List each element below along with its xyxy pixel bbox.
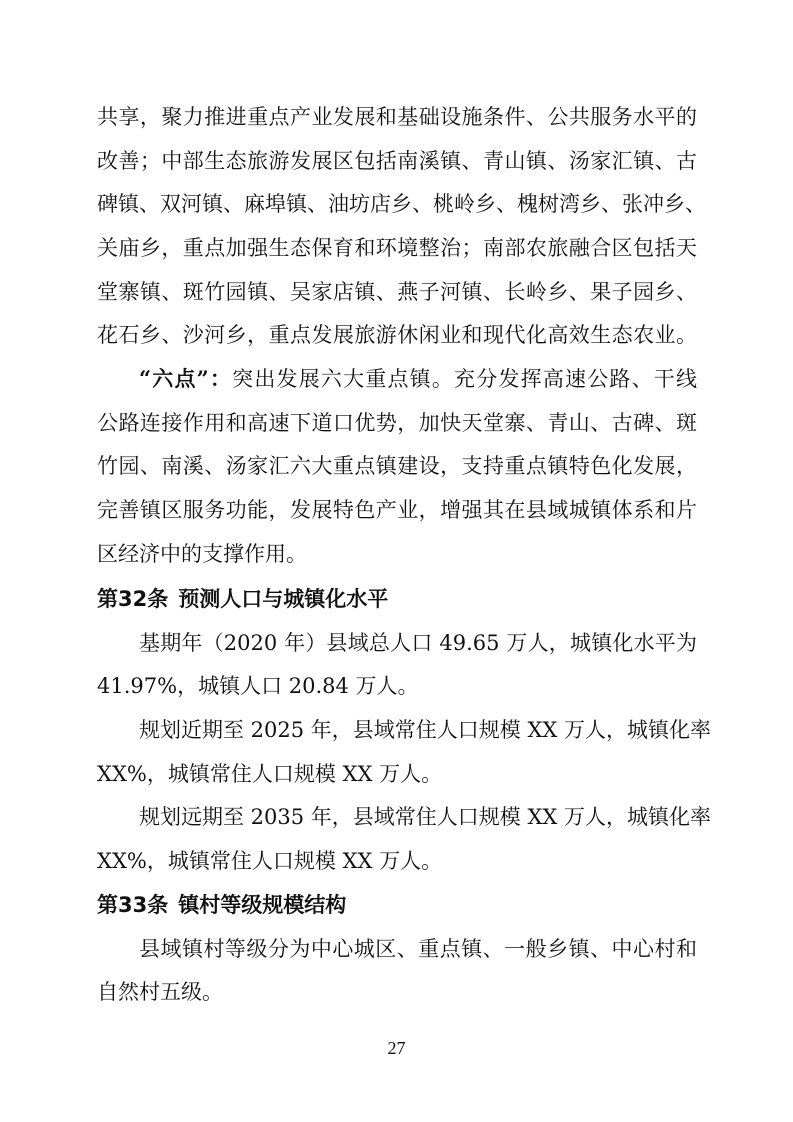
section-number: 第33条 — [97, 893, 169, 917]
paragraph-first-line — [139, 364, 697, 394]
paragraph-line: 基期年（2020 年）县域总人口 49.65 万人，城镇化水平为 — [139, 631, 697, 655]
paragraph-line: XX%，城镇常住人口规模 XX 万人。 — [97, 762, 443, 786]
paragraph-line: XX%，城镇常住人口规模 XX 万人。 — [97, 849, 443, 873]
paragraph-line: 关庙乡，重点加强生态保育和环境整治；南部农旅融合区包括天 — [97, 236, 697, 260]
paragraph-line: 规划近期至 2025 年，县域常住人口规模 XX 万人，城镇化率 — [139, 718, 712, 742]
section-number: 第32条 — [97, 587, 169, 611]
six-points-lead: “六点”： — [139, 366, 233, 391]
paragraph-line: 县域镇村等级分为中心城区、重点镇、一般乡镇、中心村和 — [139, 937, 697, 961]
paragraph-line: 共享，聚力推进重点产业发展和基础设施条件、公共服务水平的 — [97, 105, 697, 129]
paragraph-line: 堂寨镇、斑竹园镇、吴家店镇、燕子河镇、长岭乡、果子园乡、 — [97, 280, 697, 304]
paragraph-line: 碑镇、双河镇、麻埠镇、油坊店乡、桃岭乡、槐树湾乡、张冲乡、 — [97, 192, 706, 216]
paragraph-line: 完善镇区服务功能，发展特色产业，增强其在县域城镇体系和片 — [97, 498, 697, 522]
section-title: 镇村等级规模结构 — [178, 893, 347, 917]
paragraph-line: 改善；中部生态旅游发展区包括南溪镇、青山镇、汤家汇镇、古 — [97, 149, 697, 173]
paragraph-line: 区经济中的支撑作用。 — [97, 542, 307, 566]
paragraph-line: 规划远期至 2035 年，县域常住人口规模 XX 万人，城镇化率 — [139, 805, 712, 829]
six-points-text: 突出发展六大重点镇。充分发挥高速公路、干线 — [232, 367, 697, 391]
section-title: 预测人口与城镇化水平 — [178, 587, 389, 611]
paragraph-line: 41.97%，城镇人口 20.84 万人。 — [97, 674, 419, 698]
section-heading-33 — [97, 890, 697, 920]
section-heading-32 — [97, 584, 697, 614]
page-number: 27 — [387, 1038, 406, 1058]
paragraph-line: 公路连接作用和高速下道口优势，加快天堂寨、青山、古碑、斑 — [97, 411, 697, 435]
paragraph-line: 自然村五级。 — [97, 980, 223, 1004]
paragraph-line: 竹园、南溪、汤家汇六大重点镇建设，支持重点镇特色化发展， — [97, 454, 697, 478]
paragraph-line: 花石乡、沙河乡，重点发展旅游休闲业和现代化高效生态农业。 — [97, 323, 697, 347]
